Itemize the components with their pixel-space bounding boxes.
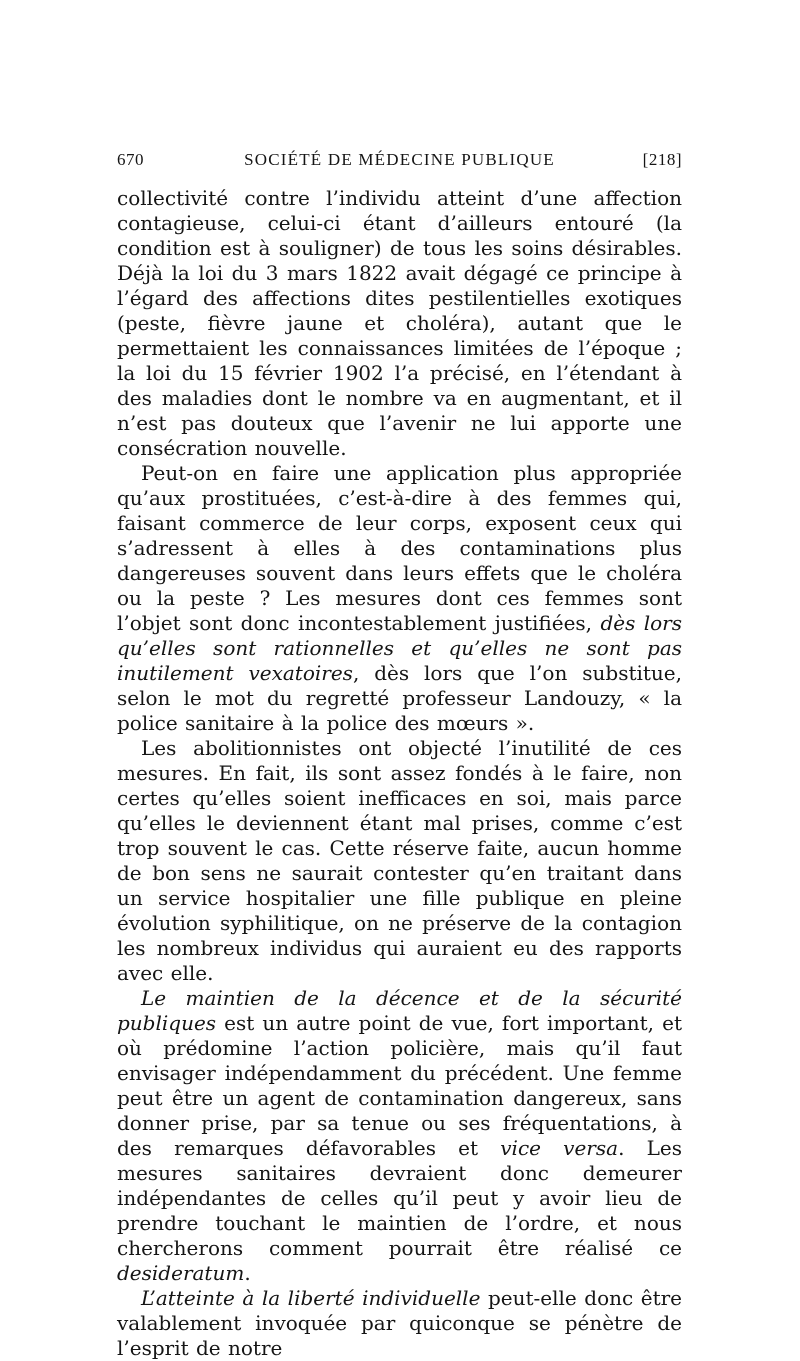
paragraph (117, 986, 682, 1286)
text-run: collectivité contre l’individu atteint d’une affection contagieuse, celui-ci étant d’ailleurs entouré (la condition est à souligner) de tous les soins désirables. Déjà la loi du 3 mars 1822 avait dégagé ce principe à l’égard des affections dites pestilentielles exotiques (peste, fièvre jaune et choléra), autant que le permettaient les connaissances limitées de l’époque ; la loi du 15 février 1902 l’a précisé, en l’étendant à des maladies dont le nombre va en augmentant, et il n’est pas douteux que l’avenir ne lui apporte une consécration nouvelle. (117, 186, 682, 460)
italic-text: dès lors qu’elles sont rationnelles et qu’elles ne sont pas inutilement vexatoires (117, 611, 682, 685)
paragraph (117, 736, 682, 986)
paragraph (117, 1286, 682, 1361)
text-run: est un autre point de vue, fort important, et où prédomine l’action policière, mais qu’il faut envisager indépendamment du précédent. Une femme peut être un agent de contamination dangereux, sans donner prise, par sa tenue ou ses fréquentations, à des remarques défavorables et (117, 1011, 682, 1160)
text-run: Peut-on en faire une application plus appropriée qu’aux prostituées, c’est-à-dire à des femmes qui, faisant commerce de leur corps, exposent ceux qui s’adressent à elles à des contaminations plus dangereuses souvent dans leurs effets que le choléra ou la peste ? Les mesures dont ces femmes sont l’objet sont donc incontestablement justifiées, (117, 461, 682, 635)
text-run: . (244, 1261, 251, 1285)
paragraph (117, 186, 682, 461)
page-header (117, 150, 682, 176)
text-run: peut-elle donc être valablement invoquée par quiconque se pénètre de l’esprit de notre (117, 1286, 683, 1360)
page-number: 670 (117, 150, 144, 169)
running-title: SOCIÉTÉ DE MÉDECINE PUBLIQUE (244, 150, 555, 169)
italic-text: L’atteinte à la liberté individuelle (141, 1286, 481, 1310)
text-run: . Les mesures sanitaires devraient donc demeurer indépendantes de celles qu’il peut y avoir lieu de prendre touchant le maintien de l’ordre, et nous chercherons comment pourrait être réalisé ce (117, 1136, 682, 1260)
paragraph (117, 461, 682, 736)
page-reference: [218] (642, 150, 682, 169)
book-page (117, 150, 682, 1361)
italic-text: desideratum (117, 1261, 245, 1285)
text-run: Les abolitionnistes ont objecté l’inutilité de ces mesures. En fait, ils sont assez fondés à le faire, non certes qu’elles soient inefficaces en soi, mais parce qu’elles le deviennent étant mal prises, comme c’est trop souvent le cas. Cette réserve faite, aucun homme de bon sens ne saurait contester qu’en traitant dans un service hospitalier une fille publique en pleine évolution syphilitique, on ne préserve de la contagion les nombreux individus qui auraient eu des rapports avec elle. (117, 736, 682, 985)
text-run: , dès lors que l’on substitue, selon le mot du regretté professeur Landouzy, « la police sanitaire à la police des mœurs ». (117, 661, 682, 735)
italic-text: Le maintien de la décence et de la sécurité publiques (117, 986, 682, 1035)
italic-text: vice versa (500, 1136, 619, 1160)
body-text (117, 186, 682, 1361)
